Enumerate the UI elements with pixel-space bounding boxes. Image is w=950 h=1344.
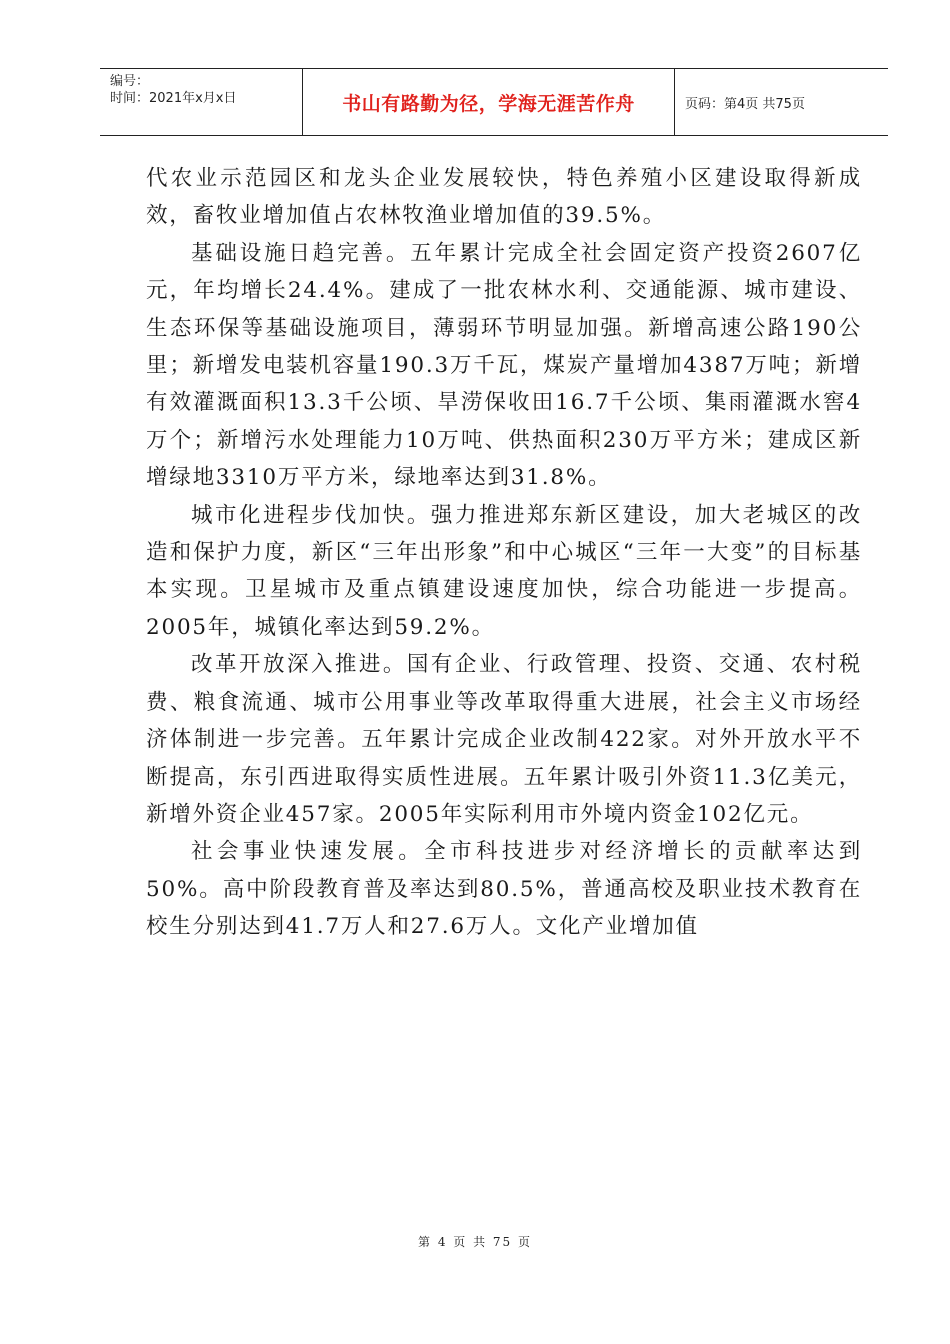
paragraph-social-development: 社会事业快速发展。全市科技进步对经济增长的贡献率达到50%。高中阶段教育普及率达到80.5%，普通高校及职业技术教育在校生分别达到41.7万人和27.6万人。文化产业增加值 — [146, 839, 862, 940]
header-page-info: 页码：第4页 共75页 — [685, 96, 805, 112]
paragraph-continuation: 代农业示范园区和龙头企业发展较快，特色养殖小区建设取得新成效，畜牧业增加值占农林牧渔业增加值的39.5%。 — [146, 166, 862, 229]
paragraph-reform-opening: 改革开放深入推进。国有企业、行政管理、投资、交通、农村税费、粮食流通、城市公用事业等改革取得重大进展，社会主义市场经济体制进一步完善。五年累计完成企业改制422家。对外开放水平不断提高，东引西进取得实质性进展。五年累计吸引外资11.3亿美元，新增外资企业457家。2005年实际利用市外境内资金102亿元。 — [146, 652, 862, 827]
page-header — [100, 68, 888, 136]
header-meta — [100, 69, 302, 135]
document-body — [146, 160, 862, 946]
paragraph-infrastructure: 基础设施日趋完善。五年累计完成全社会固定资产投资2607亿元，年均增长24.4%。建成了一批农林水利、交通能源、城市建设、生态环保等基础设施项目，薄弱环节明显加强。新增高速公路190公里；新增发电装机容量190.3万千瓦，煤炭产量增加4387万吨；新增有效灌溉面积13.3千公顷、旱涝保收田16.7千公顷、集雨灌溉水窖4万个；新增污水处理能力10万吨、供热面积230万平方米；建成区新增绿地3310万平方米，绿地率达到31.8%。 — [146, 240, 862, 491]
header-motto: 书山有路勤为径，学海无涯苦作舟 — [302, 69, 675, 135]
page-footer: 第 4 页 共 75 页 — [418, 1235, 532, 1249]
document-number-label: 编号： — [110, 74, 150, 89]
paragraph-urbanization: 城市化进程步伐加快。强力推进郑东新区建设，加大老城区的改造和保护力度，新区“三年出形象”和中心城区“三年一大变”的目标基本实现。卫星城市及重点镇建设速度加快，综合功能进一步提高。2005年，城镇化率达到59.2%。 — [146, 502, 862, 640]
document-time-label: 时间：2021年x月x日 — [110, 91, 237, 106]
